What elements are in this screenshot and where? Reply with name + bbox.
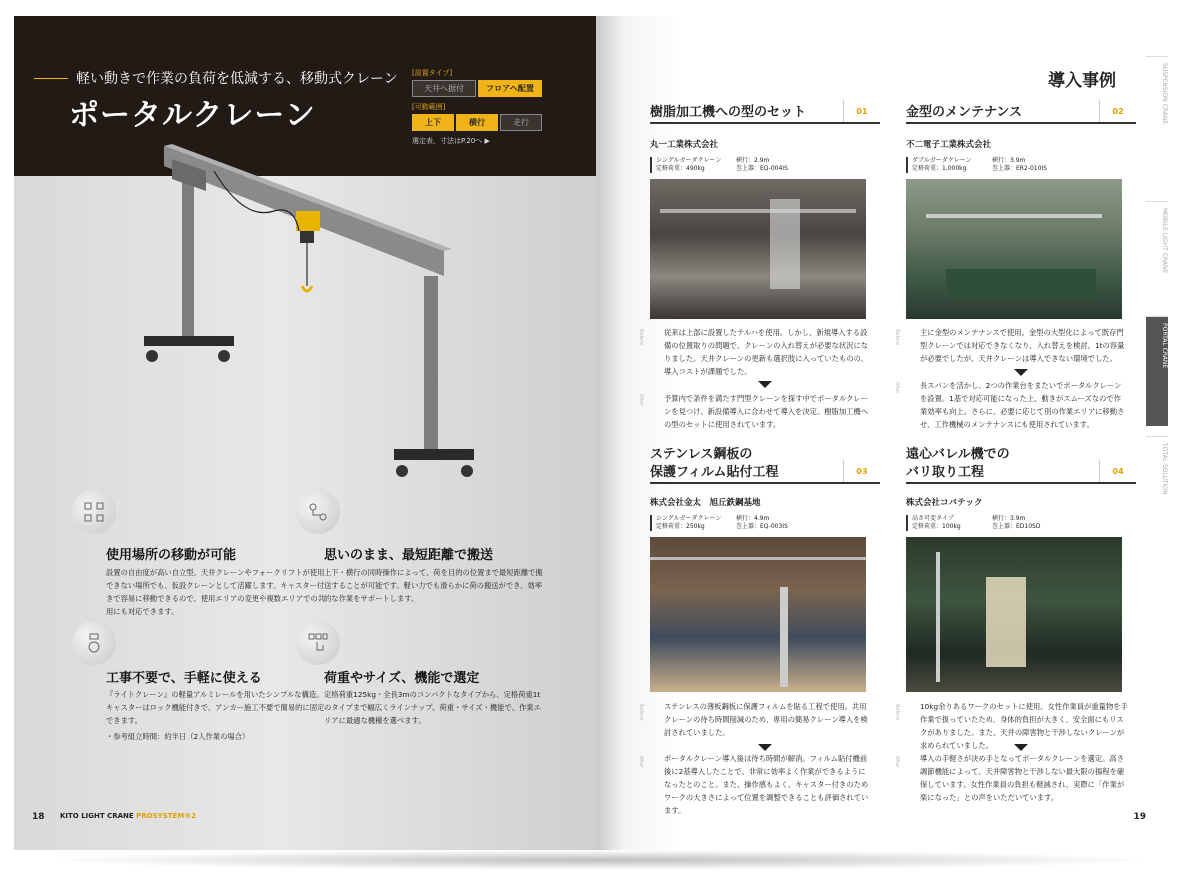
spec-type: ダブルガーダクレーン bbox=[912, 157, 972, 164]
down-arrow-icon bbox=[1014, 369, 1028, 376]
spec-block bbox=[650, 515, 826, 531]
spec-hoist: 巻上器：EQ-003IS bbox=[736, 523, 788, 530]
page-number-right: 19 bbox=[1133, 812, 1146, 822]
before-text: ステンレスの薄板鋼板に保護フィルムを貼る工程で使用。共用クレーンの待ち時間削減のため、専用の簡易クレーン導入を検討されていました。 bbox=[664, 702, 868, 737]
page-title: ポータルクレーン bbox=[69, 98, 316, 133]
feature-heading: 使用場所の移動が可能 bbox=[106, 548, 237, 563]
before-label: Before bbox=[894, 704, 900, 721]
case-header bbox=[650, 104, 880, 124]
left-page bbox=[14, 16, 596, 850]
tagline bbox=[34, 68, 398, 88]
brand-accent: PROSYSTEM®2 bbox=[136, 812, 197, 820]
case-number: 04 bbox=[1099, 460, 1136, 482]
down-arrow-icon bbox=[1014, 744, 1028, 751]
case-header bbox=[650, 446, 880, 484]
spec-load: 定格荷重：100kg bbox=[912, 523, 961, 530]
spec-hoist: 巻上器：ED10SD bbox=[992, 523, 1041, 530]
section-title: 導入事例 bbox=[1048, 71, 1116, 91]
spec-load: 定格荷重：1,000kg bbox=[912, 165, 967, 172]
after-label: After bbox=[894, 756, 900, 769]
feature-heading: 工事不要で、手軽に使える bbox=[106, 671, 262, 686]
install-type-label: [設置タイプ] bbox=[412, 69, 453, 77]
case-photo bbox=[906, 537, 1122, 692]
case-header bbox=[906, 104, 1136, 124]
before-text: 主に金型のメンテナンスで使用。金型の大型化によって既存門型クレーンでは対応できなくなり、入れ替えを検討。1tの容量が必要でしたが、天井クレーンは導入できない環境でした。 bbox=[920, 328, 1125, 363]
company-name: 株式会社コバテック bbox=[906, 498, 983, 508]
spec-type: 高さ可変タイプ bbox=[912, 515, 954, 522]
route-icon bbox=[296, 490, 340, 534]
after-text: ポータルクレーン導入後は待ち時間が解消。フィルム貼付機前後に2基導入したことで、非常に効率よく作業ができるようになったとのこと。また、操作感もよく、キャスター付きのためワークの大きさによって位置を調整できることも評価されています。 bbox=[664, 754, 869, 815]
after-text: 長スパンを活かし、2つの作業台をまたいでポータルクレーンを設置。1基で対応可能になった上、動きがスムーズなので作業効率も向上。さらに、必要に応じて別の作業エリアに移動させ、工作機械のメンテナンスにも使用されています。 bbox=[920, 381, 1125, 429]
spec-traverse: 横行：3.9m bbox=[992, 157, 1026, 164]
case-photo bbox=[650, 179, 866, 319]
case-header bbox=[906, 446, 1136, 484]
case-title: 金型のメンテナンス bbox=[906, 105, 1022, 120]
after-label: After bbox=[894, 382, 900, 395]
select-hand-icon bbox=[296, 621, 340, 665]
case-number: 03 bbox=[843, 460, 880, 482]
tab-portal-crane: PORTAL CRANE bbox=[1146, 316, 1168, 426]
book-shadow bbox=[40, 850, 1160, 870]
page-number-left: 18 bbox=[32, 812, 45, 822]
before-label: Before bbox=[638, 704, 644, 721]
spec-block bbox=[906, 157, 1082, 173]
chip-vertical: 上下 bbox=[412, 114, 454, 131]
spec-hoist: 巻上器：ER2-010IS bbox=[992, 165, 1047, 172]
case-title: ステンレス鋼板の 保護フィルム貼付工程 bbox=[650, 447, 779, 480]
spec-block bbox=[906, 515, 1082, 531]
case-title: 樹脂加工機への型のセット bbox=[650, 105, 807, 120]
feature-body: 設置の自由度が高い自立型。天井クレーンやフォークリフトが使用できない場所でも、仮設クレーンとして活躍します。キャスター付きで容易に移動できるので、使用エリアの変更や複数エリアでの共用にも対応できます。 bbox=[106, 568, 325, 616]
feature-heading: 荷重やサイズ、機能で選定 bbox=[324, 671, 480, 686]
feature-body: 『ライトクレーン』の軽量アルミレールを用いたシンプルな構造。キャスターはロック機能付きで、アンカー施工不要で簡易的に固定できます。 bbox=[106, 690, 325, 725]
layout-icon bbox=[72, 490, 116, 534]
tab-total-solution: TOTAL SOLUTION bbox=[1146, 436, 1168, 546]
spec-hoist: 巻上器：EQ-004IS bbox=[736, 165, 788, 172]
chip-traverse: 横行 bbox=[456, 114, 498, 131]
chip-ceiling: 天井へ据付 bbox=[412, 80, 476, 97]
tagline-text: 軽い動きで作業の負荷を低減する、移動式クレーン bbox=[76, 71, 398, 87]
spec-traverse: 横行：4.9m bbox=[736, 515, 770, 522]
case-photo bbox=[906, 179, 1122, 319]
spec-load: 定格荷重：250kg bbox=[656, 523, 705, 530]
after-label: After bbox=[638, 756, 644, 769]
spec-traverse: 横行：2.9m bbox=[736, 157, 770, 164]
case-number: 02 bbox=[1099, 100, 1136, 122]
tab-suspension-crane: SUSPENSION CRANE bbox=[1146, 56, 1168, 166]
case-number: 01 bbox=[843, 100, 880, 122]
brand-name: KITO LIGHT CRANE bbox=[60, 812, 134, 820]
after-text: 予算内で条件を満たす門型クレーンを探す中でポータルクレーンを見つけ、新設備導入に合わせて導入を決定。樹脂加工機への型のセットに使用されています。 bbox=[664, 394, 869, 429]
caster-icon bbox=[72, 621, 116, 665]
company-name: 丸一工業株式会社 bbox=[650, 140, 719, 150]
tab-mobile-light-crane: MOBILE LIGHT CRANE bbox=[1146, 201, 1168, 311]
spec-type: シングルガーダクレーン bbox=[656, 157, 722, 164]
company-name: 不二電子工業株式会社 bbox=[906, 140, 992, 150]
feature-extra: ・参考組立時間：約半日（2人作業の場合） bbox=[106, 732, 250, 741]
portal-crane-illustration bbox=[124, 141, 484, 486]
spec-note: 選定表、寸法はP.20へ ▶ bbox=[412, 137, 490, 145]
spec-block bbox=[650, 157, 826, 173]
spec-load: 定格荷重：490kg bbox=[656, 165, 705, 172]
spec-type: シングルガーダクレーン bbox=[656, 515, 722, 522]
before-text: 10kg余りあるワークのセットに使用。女性作業員が重量物を手作業で扱っていたため、身体的負担が大きく、安全面にもリスクがありました。また、天井の障害物と干渉しないクレーンが求められていました。 bbox=[920, 702, 1128, 750]
down-arrow-icon bbox=[758, 744, 772, 751]
brand-footer bbox=[60, 812, 196, 820]
down-arrow-icon bbox=[758, 381, 772, 388]
before-label: Before bbox=[894, 329, 900, 346]
spec-traverse: 横行：3.9m bbox=[992, 515, 1026, 522]
before-text: 従来は上部に設置したテルハを使用。しかし、新規導入する設備の位置取りの問題で、クレーンの入れ替えが必要な状況になりました。天井クレーンの更新も選択肢に入っていたものの、導入コストが課題でした。 bbox=[664, 328, 869, 376]
feature-body: 上下・横行の同時操作によって、荷を目的の位置まで最短距離で搬送することが可能です。軽い力でも滑らかに荷の搬送ができ、効率的な作業をサポートします。 bbox=[324, 568, 543, 603]
chip-floor: フロアへ配置 bbox=[478, 80, 542, 97]
spec-panel bbox=[412, 68, 542, 146]
motion-range-label: [可動範囲] bbox=[412, 103, 446, 111]
after-label: After bbox=[638, 394, 644, 407]
feature-heading: 思いのまま、最短距離で搬送 bbox=[324, 548, 494, 563]
after-text: 導入の手軽さが決め手となってポータルクレーンを選定。高さ調節機能によって、天井障害物と干渉しない最大限の揚程を確保しています。女性作業員の負担も軽減され、実際に「作業が楽になった」との声をいただいています。 bbox=[920, 754, 1125, 802]
feature-body: 定格荷重125kg・全長3mのコンパクトなタイプから、定格荷重1tのタイプまで幅広くラインナップ。荷重・サイズ・機能で、作業エリアに最適な機種を選べます。 bbox=[324, 690, 541, 725]
case-photo bbox=[650, 537, 866, 692]
right-page bbox=[596, 16, 1168, 850]
before-label: Before bbox=[638, 329, 644, 346]
case-title: 遠心バレル機での バリ取り工程 bbox=[906, 447, 1010, 480]
company-name: 株式会社金太 旭丘鉄鋼基地 bbox=[650, 498, 761, 508]
chip-travel: 走行 bbox=[500, 114, 542, 131]
